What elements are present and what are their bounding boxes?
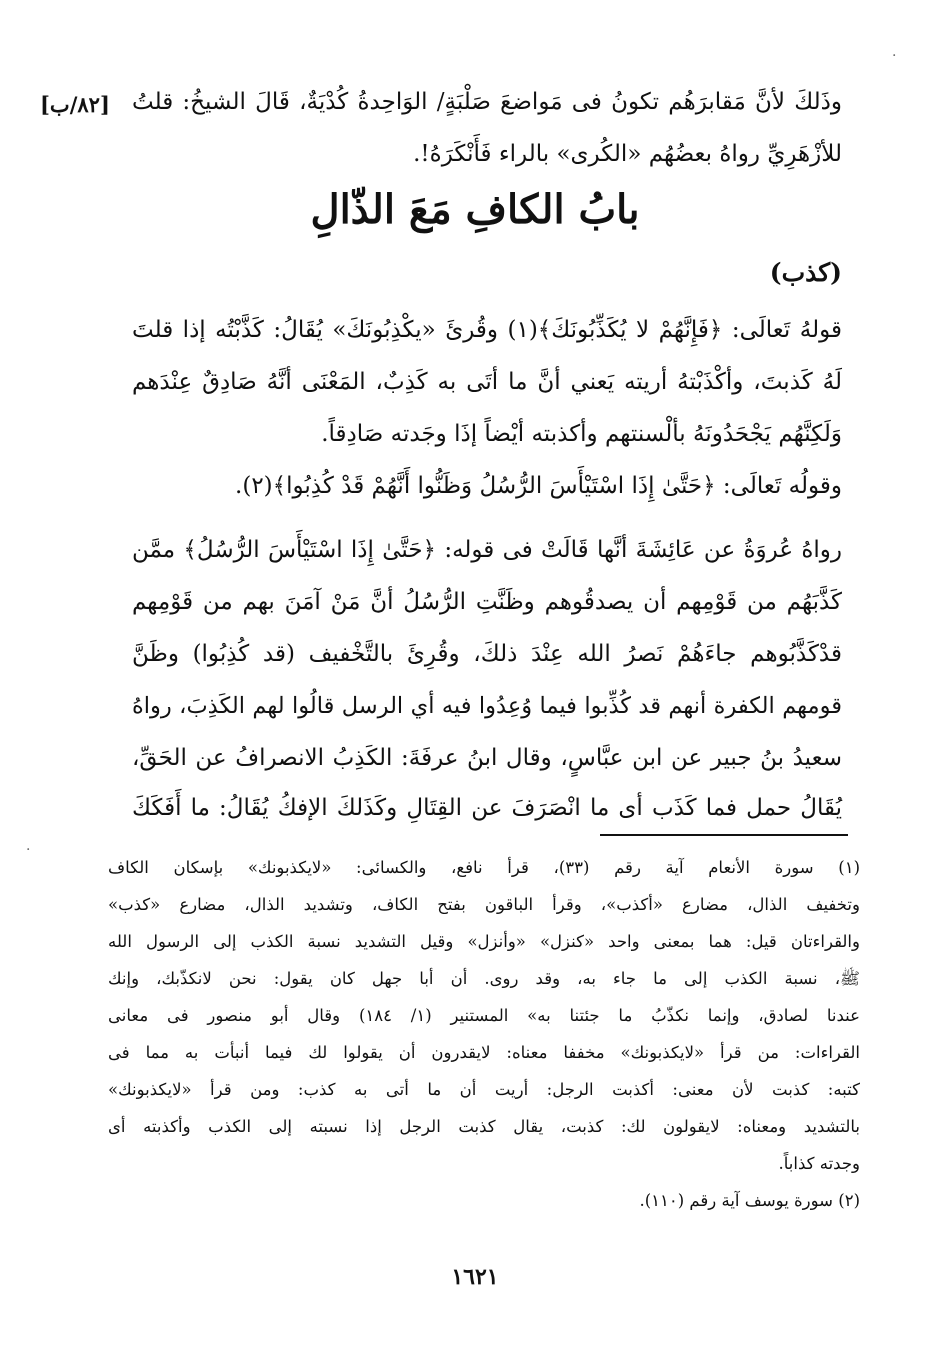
text-line: وذَلكَ لأنَّ مَقابرَهُم تكونُ فى مَواضعَ صَلْبَةٍ/ الوَاحِدةُ كُدْيَةٌ، قَالَ الشيخُ: قلتُ	[132, 89, 842, 115]
text-line: وقولُه تَعالَى: ﴿حَتَّىٰ إِذَا اسْتَيْأَسَ الرُّسُلُ وَظَنُّوا أَنَّهُمْ قَدْ كُذِبُوا﴾(٢).	[235, 473, 842, 499]
margin-folio-reference: [٨٢/ب]	[40, 92, 110, 117]
text-line: وَلَكِنَّهُم يَجْحَدُونَهُ بألْسنتهم وأكذبته أيْضاً إذَا وجَدته صَادِقاً.	[321, 421, 842, 447]
footnote-line: كتبه: كذبت لأن معنى: أكذبت الرجل: أريت أن ما أتى به كذب: ومن قرأ «لايكذبونك»	[108, 1080, 860, 1099]
footnote-line: والقراءتان قيل: هما بمعنى واحد «كنزل» «وأنزل» وقيل التشديد نسبة الكذب إلى الرسول الله	[108, 932, 860, 951]
text-line: للأزْهَرِيِّ رواهُ بعضُهُم «الكُرى» بالراء فَأَنْكَرَهُ!.	[413, 141, 842, 167]
text-line: يُقَالُ حمل فما كَذَب أى ما انْصَرَفَ عن القِتَالِ وكَذَلكَ الإفكُ يُقَالُ: ما أَفَكَكَ	[132, 795, 842, 821]
text-line: رواهُ عُروَةُ عن عَائِشَةَ أنَّها قَالَتْ فى قوله: ﴿حَتَّىٰ إِذَا اسْتَيْأَسَ الرُّسُلُ﴾ ممَّن	[132, 537, 842, 563]
text-line: قومهم الكفرة أنهم قد كُذِّبوا فيما وُعِدُوا فيه أي الرسل قالُوا لهم الكَذِبَ، رواهُ	[132, 693, 842, 719]
footnote-line: (١) سورة الأنعام آية رقم (٣٣)، قرأ نافع، والكسائى: «لايكذبونك» بإسكان الكاف	[108, 858, 860, 877]
footnote-line: ﷺ، نسبة الكذب إلى ما جاء به، وقد روى. أن أبا جهل كان يقول: نحن لانكذّبك، وإنك	[108, 969, 860, 988]
page-number: ١٦٢١	[451, 1264, 499, 1290]
scan-speck: ·	[892, 48, 897, 64]
scan-speck: ·	[26, 842, 31, 858]
text-line: قولهُ تَعالَى: ﴿فَإِنَّهُمْ لا يُكَذِّبُونَكَ﴾(١) وقُرئَ «يكْذِبُونَكَ» يُقَالُ: كَذَّبْتُه إذا قلتَ	[132, 317, 843, 343]
section-title: بابُ الكافِ مَعَ الذّالِ	[310, 186, 640, 233]
footnote-line: عندنا لصادق، وإنما نكذّبُ ما جئتنا به» المستنير (١/ ١٨٤) وقال أبو منصور فى معانى	[108, 1006, 860, 1025]
footnote-line: (٢) سورة يوسف آية رقم (١١٠).	[639, 1191, 860, 1210]
footnote-line: القراءات: من قرأ «لايكذبونك» مخففا معناه: لايقدرون أن يقولوا لك فيما أنبأت به مما فى	[108, 1043, 860, 1062]
text-line: كَذَّبَهُم من قَوْمِهم أن يصدقُوهم وظَنَّتِ الرُّسُلُ أنَّ مَنْ آمَنَ بهم من قَوْمِهم	[132, 589, 842, 615]
text-line: قدْكَذَّبُوهم جاءَهُمْ نَصرُ الله عِنْدَ ذلكَ، وقُرِئَ بالتَّخْفيف (قد كُذِبُوا) وظَنَّ	[132, 641, 842, 667]
text-line: سعيدُ بنُ جبير عن ابن عبَّاسٍ، وقال ابنُ عرفَةَ: الكَذِبُ الانصرافُ عن الحَقِّ،	[132, 745, 842, 771]
footnote-line: وجدته كذاباً.	[778, 1154, 860, 1173]
footnote-line: وتخفيف الذال، مضارع «أكذب»، وقرأ الباقون بفتح الكاف، وتشديد الذال، مضارع «كذب»	[108, 895, 860, 914]
root-heading: (كذب)	[769, 258, 842, 287]
footnote-divider	[600, 834, 848, 836]
footnote-line: بالتشديد ومعناه: لايقولون لك: كذبت، يقال كذبت الرجل إذا نسبته إلى الكذب وأكذبته أى	[108, 1117, 860, 1136]
text-line: لَهُ كَذبتَ، وأكْذَبْتهُ أريته يَعني أنَّ ما أتَى به كَذِبٌ، المَعْنَى أنَّهُ صَادِقٌ عِنْدَهم	[132, 369, 842, 395]
